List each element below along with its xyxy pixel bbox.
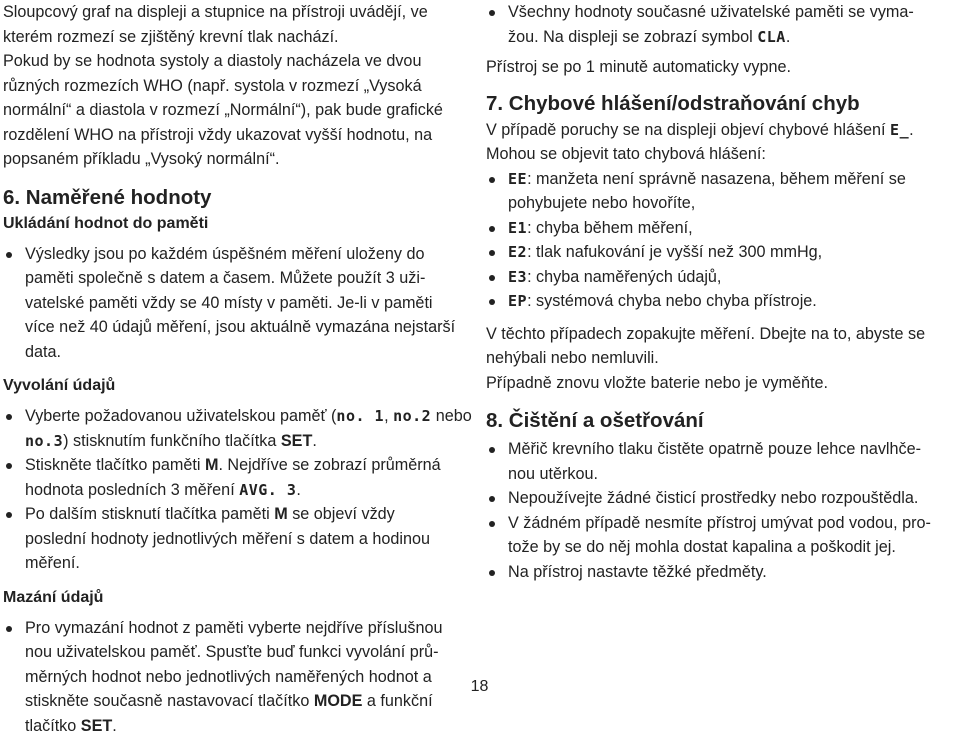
error-intro: V případě poruchy se na displeji objeví chybové hlášení E_. Mohou se objevit tato chybová hlášení: — [486, 118, 956, 167]
section-6-heading: 6. Naměřené hodnoty — [3, 184, 473, 212]
lcd-symbol: no. 1 — [336, 407, 384, 425]
recall-heading: Vyvolání údajů — [3, 374, 473, 398]
error-code: EE — [508, 170, 527, 188]
list-item: E1: chyba během měření, — [486, 216, 956, 241]
lcd-symbol: E_ — [890, 121, 909, 139]
lcd-symbol: no.3 — [25, 432, 63, 450]
list-item: Výsledky jsou po každém úspěšném měření uloženy do paměti společně s datem a časem. Můžete použít 3 uži- vatelské paměti vždy se 40 místy v paměti. Je-li v paměti více než 40 údajů měření, jsou aktuálně vymazána nejstarší data. — [3, 242, 473, 365]
section-7-heading: 7. Chybové hlášení/odstraňování chyb — [486, 90, 956, 118]
right-column — [486, 0, 956, 584]
key-label: SET — [281, 432, 312, 450]
list-item: EE: manžeta není správně nasazena, během měření se pohybujete nebo hovoříte, — [486, 167, 956, 216]
error-code: E3 — [508, 268, 527, 286]
error-list — [486, 167, 956, 314]
error-code: EP — [508, 292, 527, 310]
lcd-symbol: AVG. 3 — [239, 481, 296, 499]
cleaning-list — [486, 437, 956, 584]
list-item: V žádném případě nesmíte přístroj umývat pod vodou, pro- tože by se do něj mohla dostat kapalina a poškodit jej. — [486, 511, 956, 560]
page-number: 18 — [0, 678, 959, 696]
key-label: MODE — [314, 692, 363, 710]
left-column — [3, 0, 473, 738]
key-label: SET — [81, 717, 112, 735]
recall-list — [3, 404, 473, 576]
error-code: E1 — [508, 219, 527, 237]
list-item: Pro vymazání hodnot z paměti vyberte nejdříve příslušnou nou uživatelskou paměť. Spusťte buď funkci vyvolání prů- měrných hodnot nebo jednotlivých naměřených hodnot a stiskněte současně nastavovací tlačítko MODE a funkční tlačítko SET. — [3, 616, 473, 738]
key-label: M — [274, 505, 287, 523]
auto-off-text: Přístroj se po 1 minutě automaticky vypne. — [486, 55, 956, 80]
list-item: Na přístroj nastavte těžké předměty. — [486, 560, 956, 585]
intro-paragraph: Sloupcový graf na displeji a stupnice na přístroji uvádějí, ve kterém rozmezí se zjištěný krevní tlak nachází. Pokud by se hodnota systoly a diastoly nacházela ve dvou různých rozmezích WHO (např. systola v rozmezí „Vysoká normální“ a diastola v rozmezí „Normální“), pak bude grafické rozdělení WHO na přístroji vždy ukazovat vyšší hodnotu, na popsaném příkladu „Vysoký normální“. — [3, 0, 473, 172]
list-item: Nepoužívejte žádné čisticí prostředky nebo rozpouštědla. — [486, 486, 956, 511]
key-label: M — [205, 456, 218, 474]
section-8-heading: 8. Čištění a ošetřování — [486, 407, 956, 435]
list-item: Všechny hodnoty současné uživatelské paměti se vyma- žou. Na displeji se zobrazí symbol CLA. — [486, 0, 956, 49]
list-item: Vyberte požadovanou uživatelskou paměť (no. 1, no.2 nebo no.3) stisknutím funkčního tlačítka SET. — [3, 404, 473, 453]
delete-list — [3, 616, 473, 738]
list-item: E2: tlak nafukování je vyšší než 300 mmHg, — [486, 240, 956, 265]
list-item: Měřič krevního tlaku čistěte opatrně pouze lehce navlhče- nou utěrkou. — [486, 437, 956, 486]
lcd-symbol: no.2 — [393, 407, 431, 425]
delete-heading: Mazání údajů — [3, 586, 473, 610]
continued-list — [486, 0, 956, 49]
list-item: EP: systémová chyba nebo chyba přístroje. — [486, 289, 956, 314]
list-item: E3: chyba naměřených údajů, — [486, 265, 956, 290]
lcd-symbol: CLA — [757, 28, 786, 46]
save-heading: Ukládání hodnot do paměti — [3, 212, 473, 236]
error-advice: V těchto případech zopakujte měření. Dbejte na to, abyste se nehýbali nebo nemluvili. Případně znovu vložte baterie nebo je vyměňte. — [486, 322, 956, 396]
list-item: Stiskněte tlačítko paměti M. Nejdříve se zobrazí průměrná hodnota posledních 3 měření AVG. 3. — [3, 453, 473, 502]
list-item: Po dalším stisknutí tlačítka paměti M se objeví vždy poslední hodnoty jednotlivých měření s datem a hodinou měření. — [3, 502, 473, 576]
error-code: E2 — [508, 243, 527, 261]
save-list — [3, 242, 473, 365]
